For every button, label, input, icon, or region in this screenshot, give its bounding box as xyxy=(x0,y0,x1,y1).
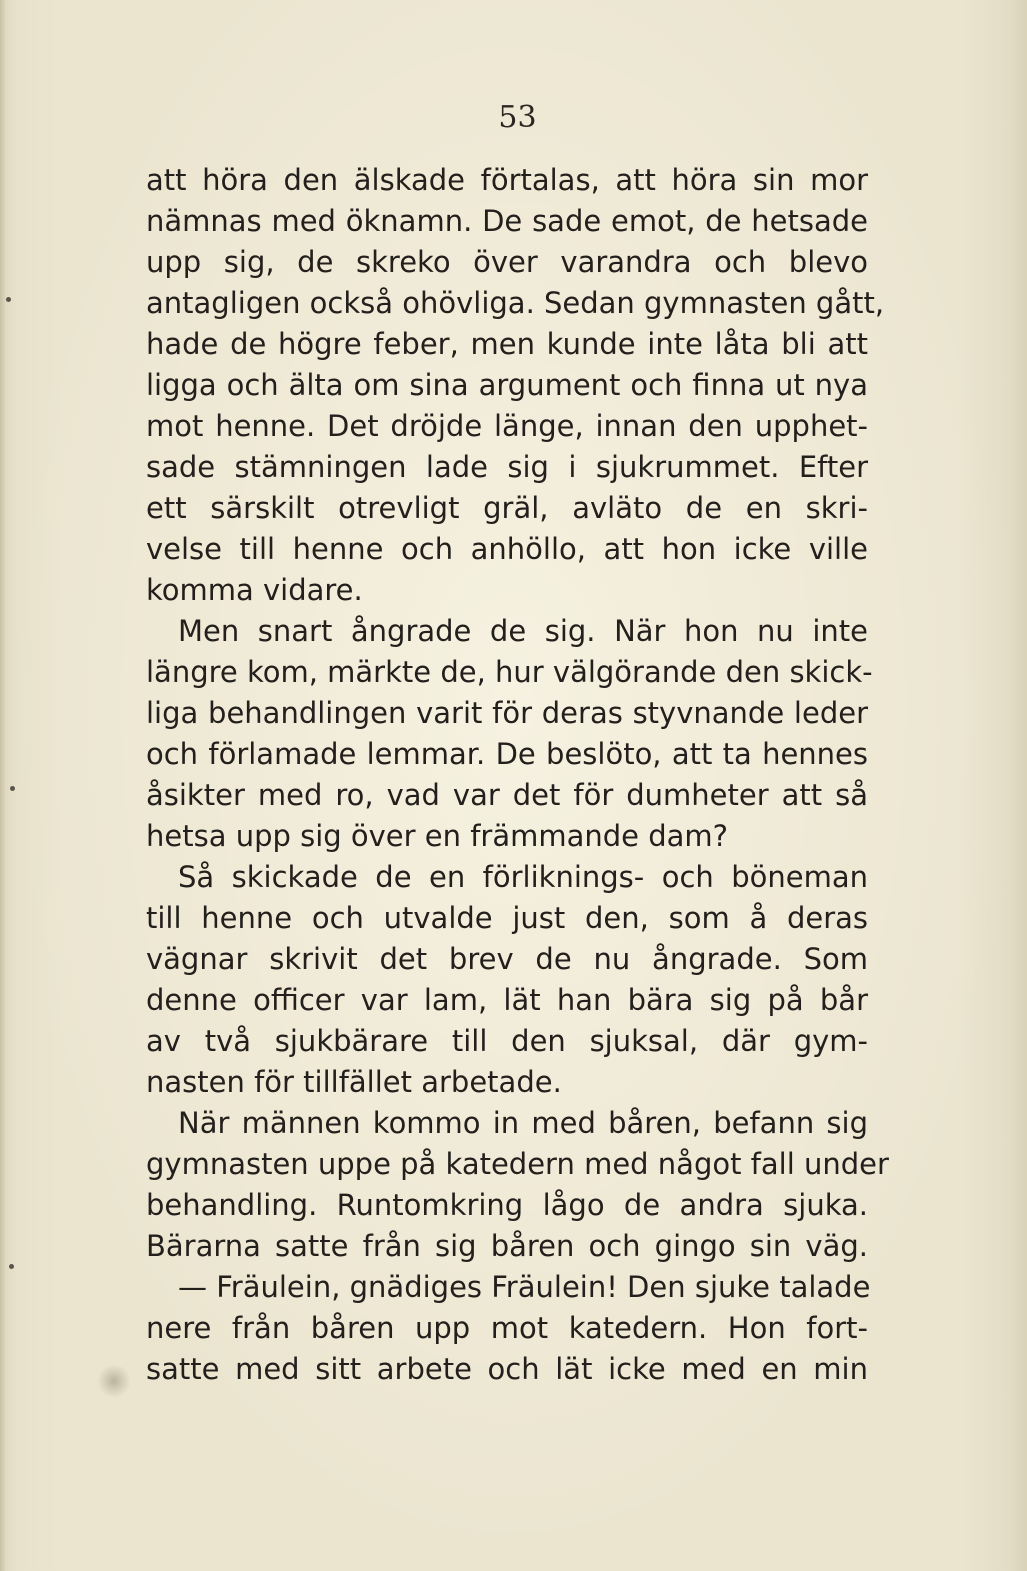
dialogue-line: — Fräulein, gnädiges Fräulein! Den sjuke talade xyxy=(178,1270,871,1304)
margin-speck xyxy=(9,1264,14,1269)
page-gutter-edge xyxy=(0,0,6,1571)
text-line: satte med sitt arbete och lät icke med en min xyxy=(146,1352,868,1386)
text-line: nasten för tillfället arbetade. xyxy=(146,1065,562,1099)
page-number: 53 xyxy=(498,100,537,135)
text-line: mot henne. Det dröjde länge, innan den upphet- xyxy=(146,409,868,443)
text-line: nere från båren upp mot katedern. Hon fort- xyxy=(146,1311,868,1345)
text-line: att höra den älskade förtalas, att höra sin mor xyxy=(146,163,868,197)
text-line: och förlamade lemmar. De beslöto, att ta hennes xyxy=(146,737,868,771)
text-line: till henne och utvalde just den, som å deras xyxy=(146,901,868,935)
text-line: hade de högre feber, men kunde inte låta bli att xyxy=(146,327,868,361)
text-line: komma vidare. xyxy=(146,573,363,607)
text-line: velse till henne och anhöllo, att hon icke ville xyxy=(146,532,868,566)
text-line: åsikter med ro, vad var det för dumheter att så xyxy=(146,778,868,812)
text-line: Bärarna satte från sig båren och gingo sin väg. xyxy=(146,1229,868,1263)
text-line: liga behandlingen varit för deras styvnande leder xyxy=(146,696,868,730)
text-line: denne officer var lam, lät han bära sig på bår xyxy=(146,983,868,1017)
text-line: hetsa upp sig över en främmande dam? xyxy=(146,819,729,853)
text-line: antagligen också ohövliga. Sedan gymnasten gått, xyxy=(146,286,885,320)
margin-speck xyxy=(10,786,15,791)
paragraph-start-line: När männen kommo in med båren, befann sig xyxy=(178,1106,868,1140)
text-line: sade stämningen lade sig i sjukrummet. Efter xyxy=(146,450,868,484)
text-line: ett särskilt otrevligt gräl, avläto de en skri- xyxy=(146,491,868,525)
text-line: av två sjukbärare till den sjuksal, där gym- xyxy=(146,1024,868,1058)
body-text xyxy=(146,160,889,1390)
paragraph-start-line: Men snart ångrade de sig. När hon nu inte xyxy=(178,614,868,648)
margin-speck xyxy=(6,297,11,302)
text-line: längre kom, märkte de, hur välgörande den skick- xyxy=(146,655,873,689)
text-line: vägnar skrivit det brev de nu ångrade. Som xyxy=(146,942,868,976)
paragraph-start-line: Så skickade de en förliknings- och böneman xyxy=(178,860,868,894)
text-line: behandling. Runtomkring lågo de andra sjuka. xyxy=(146,1188,868,1222)
text-line: upp sig, de skreko över varandra och blevo xyxy=(146,245,868,279)
text-line: ligga och älta om sina argument och finna ut nya xyxy=(146,368,868,402)
paper-stain xyxy=(96,1365,132,1397)
text-line: gymnasten uppe på katedern med något fall under xyxy=(146,1147,889,1181)
text-line: nämnas med öknamn. De sade emot, de hetsade xyxy=(146,204,868,238)
